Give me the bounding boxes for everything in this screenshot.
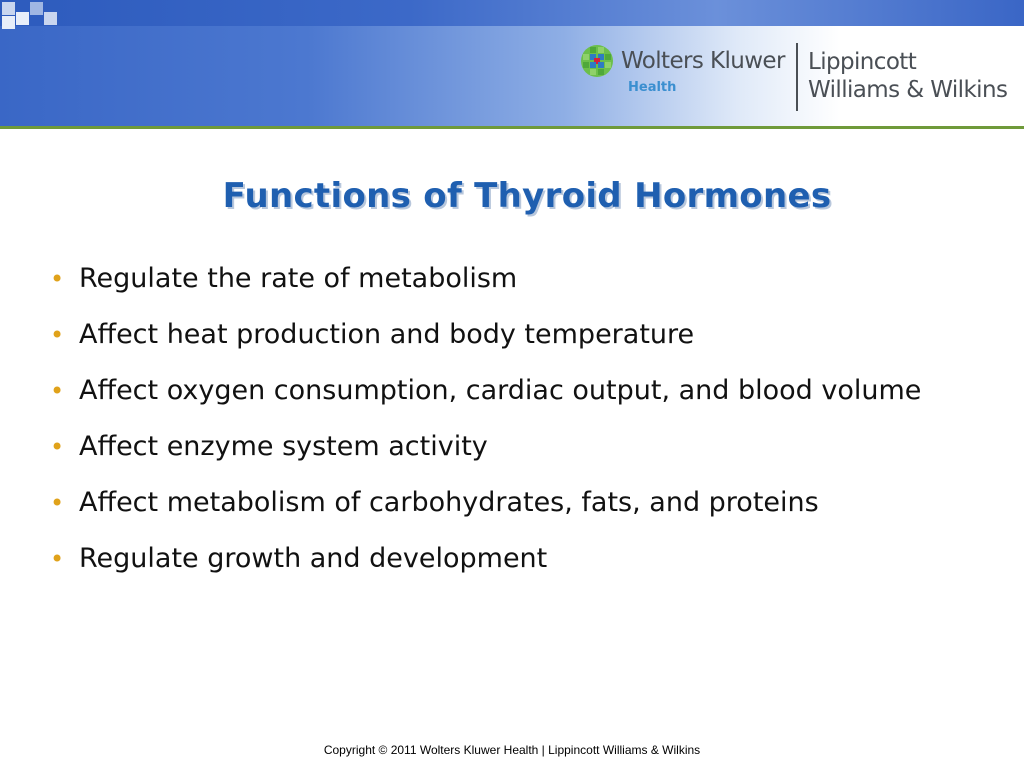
bullet-dot-icon: • — [50, 377, 65, 405]
logo-wordmark: Wolters Kluwer — [621, 48, 785, 74]
bullet-text: Affect metabolism of carbohydrates, fats, and proteins — [79, 487, 819, 518]
slide-title: Functions of Thyroid Hormones — [222, 176, 832, 216]
bullet-list — [48, 262, 988, 598]
partner-name-line2: Williams & Wilkins — [808, 77, 1008, 103]
bullet-dot-icon: • — [50, 265, 65, 293]
bullet-text: Affect enzyme system activity — [79, 431, 488, 462]
bullet-item — [48, 486, 988, 520]
partner-name — [808, 48, 1007, 104]
logo-subbrand: Health — [628, 80, 677, 95]
header-rule — [0, 126, 1024, 129]
bullet-dot-icon: • — [50, 433, 65, 461]
copyright-footer — [0, 743, 1024, 757]
globe-logo-icon — [580, 44, 614, 78]
bullet-text: Regulate the rate of metabolism — [79, 263, 518, 294]
copyright-text: Copyright © 2011 Wolters Kluwer Health | Lippincott Williams & Wilkins — [323, 743, 701, 757]
bullet-text: Regulate growth and development — [79, 543, 548, 574]
bullet-dot-icon: • — [50, 545, 65, 573]
bullet-dot-icon: • — [50, 489, 65, 517]
bullet-item — [48, 374, 988, 408]
bullet-dot-icon: • — [50, 321, 65, 349]
bullet-item — [48, 318, 988, 352]
bullet-item — [48, 262, 988, 296]
bullet-item — [48, 542, 988, 576]
header-top-strip — [0, 0, 1024, 26]
bullet-text: Affect oxygen consumption, cardiac output, and blood volume — [79, 375, 922, 406]
bullet-text: Affect heat production and body temperature — [79, 319, 695, 350]
publisher-logo — [580, 40, 1020, 115]
bullet-item — [48, 430, 988, 464]
partner-name-line1: Lippincott — [808, 49, 917, 75]
logo-divider — [796, 43, 798, 111]
